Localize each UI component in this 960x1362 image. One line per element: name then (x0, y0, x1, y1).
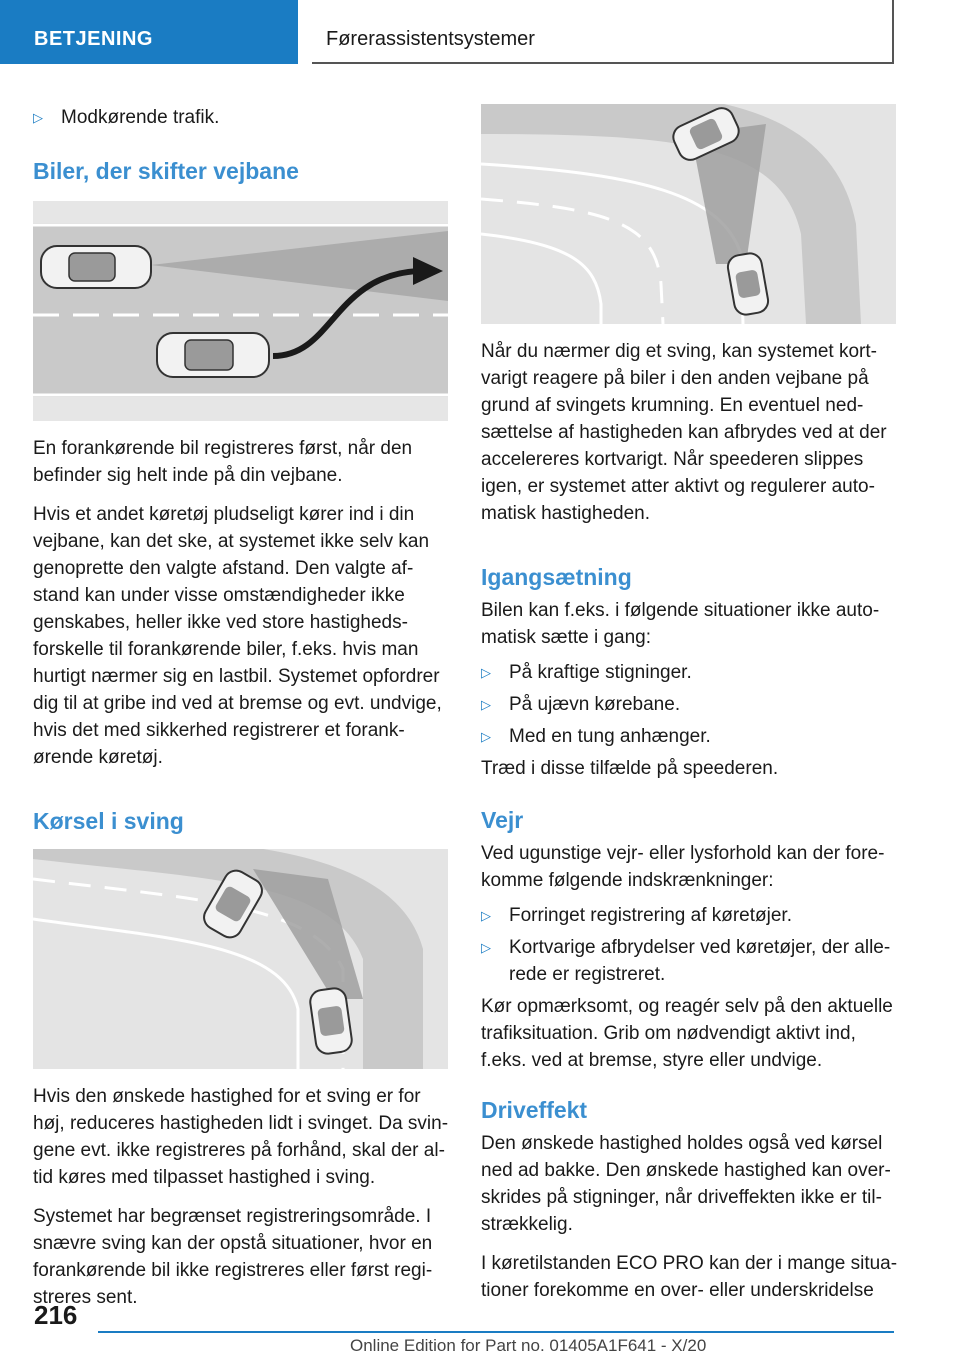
section-tab (0, 0, 298, 64)
paragraph: Træd i disse tilfælde på speederen. (481, 758, 779, 779)
cutting-in-car (157, 333, 269, 377)
list-item: ▷ På kraftige stigninger. (481, 659, 901, 686)
paragraph: Kør opmærksomt, og reagér selv på den aktuelle trafiksituation. Grib om nødvendigt aktivt ind, f.eks. ved at bremse, styre eller undvige. (481, 996, 893, 1071)
section-label: BETJENING (34, 28, 153, 50)
list-item: ▷ På ujævn kørebane. (481, 691, 901, 718)
triangle-bullet-icon: ▷ (33, 110, 43, 125)
ego-car-curve (309, 987, 354, 1055)
list-item: ▷ Modkørende trafik. (33, 104, 453, 131)
curve-illustration-right (481, 104, 896, 324)
footer-edition: Online Edition for Part no. 01405A1F641 - X/20 (350, 1336, 707, 1355)
list-item: ▷ Med en tung anhænger. (481, 723, 901, 750)
list-item: ▷ Kortvarige afbrydelser ved køretøjer, der allerede er registreret. (481, 934, 901, 988)
triangle-bullet-icon: ▷ (481, 940, 491, 955)
paragraph: Systemet har begrænset registreringsområde. I snævre sving kan der opstå situationer, hvor en forankørende bil ikke registreres eller først registreres sent. (33, 1206, 433, 1308)
heading-curve: Kørsel i sving (33, 808, 184, 834)
left-column (33, 104, 453, 1323)
list-item: ▷ Forringet registrering af køretøjer. (481, 902, 901, 929)
triangle-bullet-icon: ▷ (481, 729, 491, 744)
lane-change-illustration (33, 201, 448, 421)
ego-car (41, 246, 151, 288)
right-column (481, 104, 901, 1316)
heading-drive: Driveffekt (481, 1097, 588, 1123)
chapter-title: Førerassistentsystemer (326, 28, 535, 50)
chapter-header (312, 0, 894, 64)
paragraph: Bilen kan f.eks. i følgende situationer ikke automatisk sætte i gang: (481, 600, 880, 648)
heading-weather: Vejr (481, 807, 524, 833)
paragraph: Ved ugunstige vejr- eller lysforhold kan der forekomme følgende indskrænkninger: (481, 843, 885, 891)
paragraph: Hvis den ønskede hastighed for et sving er for høj, reduceres hastigheden lidt i svinget. Da svingene evt. ikke registreres på forhånd, skal der altid køres med tilpasset hastighed i sving. (33, 1086, 449, 1188)
heading-start: Igangsætning (481, 564, 632, 590)
triangle-bullet-icon: ▷ (481, 697, 491, 712)
triangle-bullet-icon: ▷ (481, 665, 491, 680)
paragraph: Når du nærmer dig et sving, kan systemet kortvarigt reagere på biler i den anden vejbane på grund af svingets krumning. En eventuel nedsættelse af hastigheden kan afbrydes ved at der accelereres kortvarigt. Når speederen slippes igen, er systemet atter aktivt og regulerer automatisk hastigheden. (481, 341, 887, 524)
paragraph: En forankørende bil registreres først, når den befinder sig helt inde på din vejbane. (33, 438, 413, 486)
paragraph: Hvis et andet køretøj pludseligt kører ind i din vejbane, kan det ske, at systemet ikke selv kan genoprette den valgte afstand. Den valgte afstand kan under visse omstændigheder ikke genskabes, heller ikke ved store hastighedsforskelle til forankørende biler, f.eks. hvis man hurtigt nærmer sig en lastbil. Systemet opfordrer dig til at gribe ind ved at bremse og evt. undvige, hvis det med sikkerhed registrerer et forankørende køretøj. (33, 504, 442, 768)
paragraph: Den ønskede hastighed holdes også ved kørsel ned ad bakke. Den ønskede hastighed kan overskrides på stigninger, når driveffekten ikke er tilstrækkelig. (481, 1133, 891, 1235)
heading-lane-change: Biler, der skifter vejbane (33, 158, 299, 184)
page-number: 216 (34, 1300, 78, 1330)
footer-divider (98, 1331, 894, 1333)
curve-illustration-left (33, 849, 448, 1069)
paragraph: I køretilstanden ECO PRO kan der i mange situationer forekomme en over- eller underskridelse (481, 1253, 898, 1301)
triangle-bullet-icon: ▷ (481, 908, 491, 923)
